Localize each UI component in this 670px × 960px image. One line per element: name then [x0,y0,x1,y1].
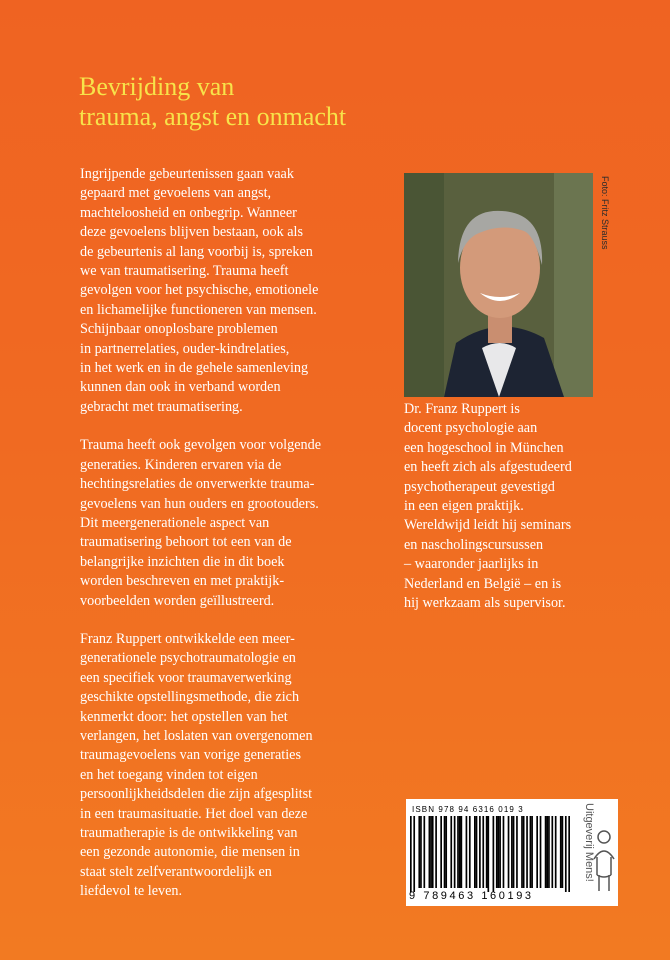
barcode-bar [435,816,437,888]
barcode-bar [466,816,468,888]
title-line: Bevrijding van [79,72,235,101]
blurb-line: generationele psychotraumatologie en [80,650,296,667]
barcode-bar [516,816,518,888]
blurb-line: in een traumasituatie. Het doel van deze [80,805,308,822]
barcode-bar [498,816,500,888]
photo-credit: Foto: Fritz Strauss [600,176,610,250]
blurb-line: Dit meergenerationele aspect van [80,514,270,531]
barcode-bar [450,816,452,888]
author-bio [404,400,636,613]
publisher-logo-icon [592,829,616,895]
barcode-box [406,799,618,906]
blurb-line: kunnen dan ook in verband worden [80,379,281,396]
blurb-line: hechtingsrelaties de onverwerkte trauma- [80,476,315,493]
blurb-line: Franz Ruppert ontwikkelde een meer- [80,630,295,647]
barcode [410,816,570,892]
book-title [79,72,499,132]
blurb-line: voorbeelden worden geïllustreerd. [80,592,275,609]
barcode-bar [521,816,523,888]
blurb-line: kenmerkt door: het opstellen van het [80,708,288,725]
barcode-bar [568,816,570,892]
barcode-bar [513,816,515,888]
barcode-bar [454,816,456,888]
barcode-bar [562,816,564,888]
barcode-bar [545,816,547,888]
blurb-line: gevoelens van hun ouders en grootouders. [80,495,319,512]
blurb-line: en lichamelijke functioneren van mensen. [80,301,317,318]
barcode-bar [503,816,505,888]
blurb-line: de gebeurtenis al lang voorbij is, spreken [80,243,313,260]
blurb-paragraph [80,165,380,417]
barcode-bar [474,816,476,888]
barcode-bar [546,816,548,888]
barcode-bar [413,816,415,892]
bio-line: Dr. Franz Ruppert is [404,401,520,417]
barcode-bar [423,816,425,888]
blurb-line: traumagevoelens van vorige generaties [80,747,301,764]
blurb-line: geschikte opstellingsmethode, die zich [80,689,300,706]
blurb-line: traumatherapie is de ontwikkeling van [80,825,298,841]
barcode-bar [432,816,434,888]
blurb-line: Trauma heeft ook gevolgen voor volgende [80,437,322,454]
barcode-bar [429,816,431,888]
blurb-line: een gezonde autonomie, die mensen in [80,844,300,861]
publisher-name: Uitgeverij Mens! [583,803,595,882]
barcode-bar [565,816,567,892]
barcode-bar [457,816,459,888]
barcode-bar [493,816,495,892]
barcode-bar [536,816,538,888]
blurb-line: belangrijke inzichten die in dit boek [80,553,285,570]
barcode-bar [440,816,442,888]
blurb-line: gepaard met gevoelens van angst, [80,185,272,202]
blurb-line: Ingrijpende gebeurtenissen gaan vaak [80,166,294,182]
barcode-bar [499,816,501,888]
title-line: trauma, angst en onmacht [79,102,347,131]
barcode-bar [479,816,481,888]
blurb-column [80,165,380,921]
bio-line: docent psychologie aan [404,420,538,437]
barcode-bar [445,816,447,888]
blurb-line: liefdevol te leven. [80,883,183,900]
bio-line: en heeft zich als afgestudeerd [404,459,572,476]
blurb-line: gevolgen voor het psychische, emotionele [80,282,319,299]
blurb-line: staat stelt zelfverantwoordelijk en [80,863,272,880]
blurb-line: verlangen, het loslaten van overgenomen [80,727,313,744]
bio-line: in een eigen praktijk. [404,498,524,515]
barcode-bar [410,816,412,892]
blurb-line: machteloosheid en onbegrip. Wanneer [80,204,297,221]
blurb-line: persoonlijkheidsdelen die zijn afgesplitst [80,786,313,803]
barcode-number: 9 789463 160193 [409,890,534,902]
barcode-bar [418,816,420,888]
blurb-line: gebracht met traumatisering. [80,398,243,415]
barcode-bar [430,816,432,888]
blurb-line: en het toegang vinden tot eigen [80,766,258,783]
barcode-bar [444,816,446,888]
barcode-bar [530,816,532,888]
barcode-bar [526,816,528,888]
barcode-bar [459,816,461,888]
barcode-bar [551,816,553,888]
bio-line: – waaronder jaarlijks in [404,556,539,573]
blurb-line: worden beschreven en met praktijk- [80,573,285,590]
bio-line: psychotherapeut gevestigd [404,478,555,495]
barcode-bar [548,816,550,888]
bio-line: hij werkzaam als supervisor. [404,595,566,612]
blurb-paragraph [80,436,380,611]
blurb-line: traumatisering behoort tot een van de [80,534,292,551]
blurb-line: in het werk en in de gehele samenleving [80,360,309,377]
bio-line: een hogeschool in München [404,439,564,456]
barcode-bar [487,816,489,892]
blurb-line: in partnerrelaties, ouder-kindrelaties, [80,340,290,357]
barcode-bar [508,816,510,888]
barcode-bar [496,816,498,888]
blurb-line: een specifiek voor traumaverwerking [80,669,292,686]
blurb-line: deze gevoelens blijven bestaan, ook als [80,224,303,241]
isbn-label: ISBN 978 94 6316 019 3 [412,805,524,814]
bio-line: en nascholingscursussen [404,536,544,553]
barcode-bar [531,816,533,888]
barcode-bar [461,816,463,888]
barcode-bar [560,816,562,888]
blurb-line: generaties. Kinderen ervaren via de [80,456,282,473]
author-photo [404,173,593,397]
barcode-bar [555,816,557,888]
bio-line: Nederland en België – en is [404,575,562,592]
barcode-bar [469,816,471,888]
blurb-line: Schijnbaar onoplosbare problemen [80,321,278,338]
barcode-bar [486,816,488,888]
barcode-bar [420,816,422,888]
bio-line: Wereldwijd leidt hij seminars [404,517,572,534]
blurb-line: we van traumatisering. Trauma heeft [80,263,289,280]
barcode-bar [523,816,525,888]
barcode-bar [476,816,478,888]
barcode-bar [482,816,484,888]
barcode-bar [540,816,542,888]
blurb-paragraph [80,630,380,902]
barcode-bar [511,816,513,888]
